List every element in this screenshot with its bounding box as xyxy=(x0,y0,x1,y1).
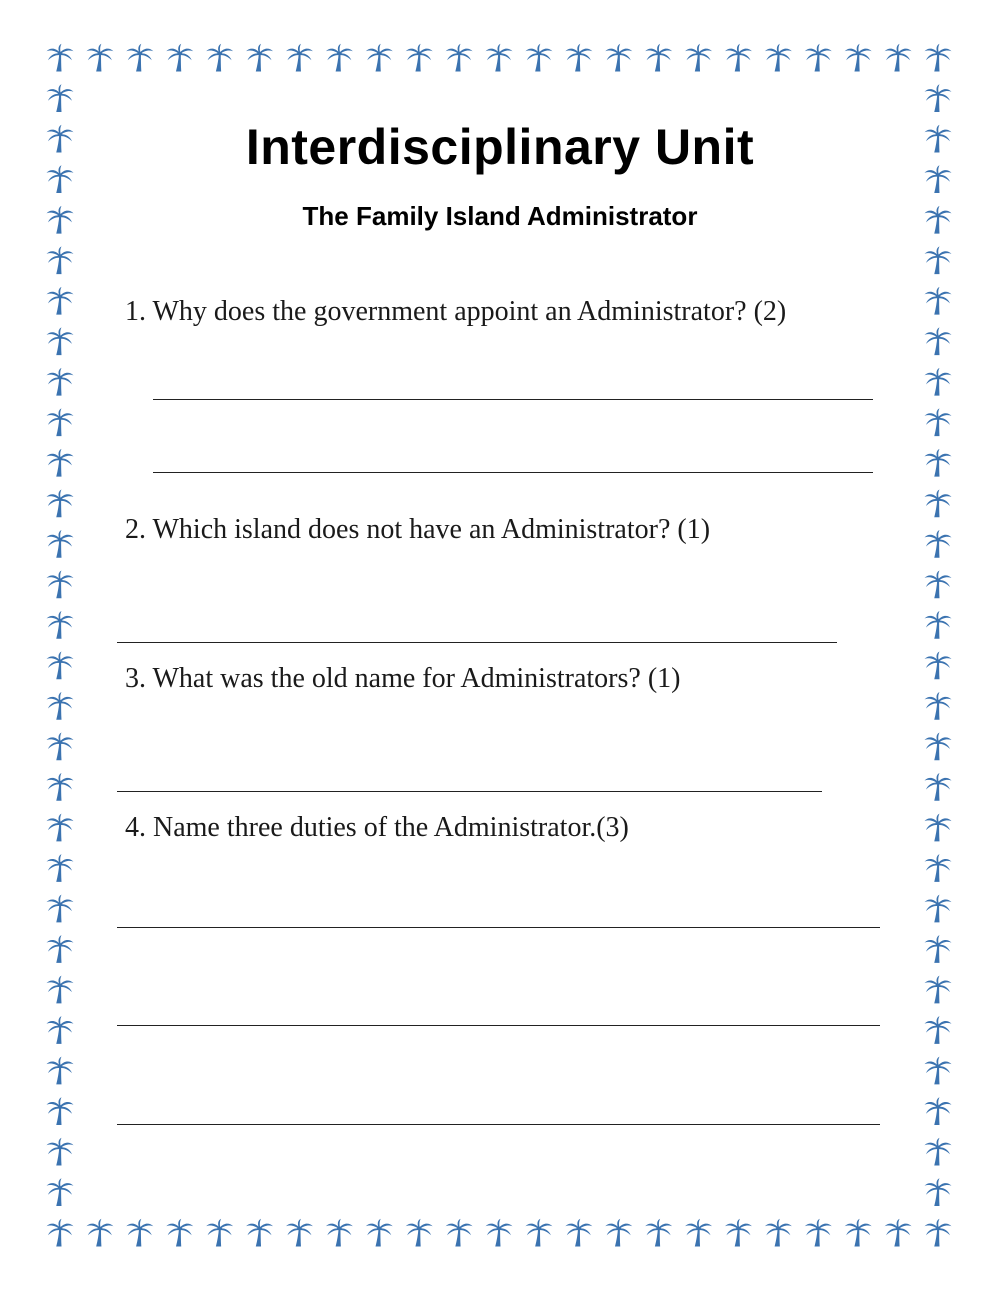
palm-tree-icon xyxy=(685,1219,712,1247)
palm-tree-icon xyxy=(47,1057,74,1085)
palm-tree-icon xyxy=(86,44,113,72)
palm-tree-icon xyxy=(406,44,433,72)
palm-tree-icon xyxy=(925,733,952,761)
palm-tree-icon xyxy=(126,1219,153,1247)
palm-tree-icon xyxy=(605,44,632,72)
palm-tree-icon xyxy=(47,692,74,720)
palm-tree-icon xyxy=(525,44,552,72)
answer-line-q1-b[interactable] xyxy=(153,472,873,473)
palm-tree-icon xyxy=(925,44,952,72)
palm-tree-icon xyxy=(47,246,74,274)
palm-tree-icon xyxy=(166,1219,193,1247)
palm-tree-icon xyxy=(47,611,74,639)
palm-tree-icon xyxy=(47,44,74,72)
palm-tree-icon xyxy=(925,652,952,680)
palm-tree-icon xyxy=(47,408,74,436)
palm-tree-icon xyxy=(925,935,952,963)
palm-tree-icon xyxy=(925,408,952,436)
palm-tree-icon xyxy=(126,44,153,72)
palm-tree-icon xyxy=(47,84,74,112)
palm-tree-icon xyxy=(925,1057,952,1085)
palm-tree-icon xyxy=(925,1016,952,1044)
palm-tree-icon xyxy=(47,895,74,923)
palm-tree-icon xyxy=(565,44,592,72)
palm-tree-icon xyxy=(166,44,193,72)
palm-tree-icon xyxy=(47,449,74,477)
palm-tree-icon xyxy=(645,44,672,72)
palm-tree-icon xyxy=(406,1219,433,1247)
palm-tree-icon xyxy=(47,1097,74,1125)
palm-tree-icon xyxy=(925,611,952,639)
palm-tree-icon xyxy=(47,773,74,801)
palm-tree-icon xyxy=(366,44,393,72)
palm-tree-icon xyxy=(47,1138,74,1166)
palm-tree-icon xyxy=(605,1219,632,1247)
answer-line-q4-b[interactable] xyxy=(117,1025,880,1026)
palm-tree-icon xyxy=(47,570,74,598)
palm-tree-icon xyxy=(366,1219,393,1247)
palm-tree-icon xyxy=(925,368,952,396)
palm-tree-icon xyxy=(47,489,74,517)
palm-tree-icon xyxy=(845,44,872,72)
palm-tree-icon xyxy=(725,1219,752,1247)
page-title: Interdisciplinary Unit xyxy=(245,119,755,175)
question-2: 2. Which island does not have an Administrator? (1) xyxy=(125,514,711,545)
palm-tree-icon xyxy=(885,44,912,72)
palm-tree-icon xyxy=(925,895,952,923)
question-1: 1. Why does the government appoint an Administrator? (2) xyxy=(125,296,787,327)
palm-tree-icon xyxy=(446,1219,473,1247)
palm-tree-icon xyxy=(925,1219,952,1247)
palm-tree-icon xyxy=(925,84,952,112)
palm-tree-icon xyxy=(925,1097,952,1125)
palm-tree-icon xyxy=(925,854,952,882)
palm-tree-icon xyxy=(246,44,273,72)
palm-tree-icon xyxy=(47,814,74,842)
palm-tree-icon xyxy=(286,1219,313,1247)
palm-tree-icon xyxy=(925,530,952,558)
palm-tree-icon xyxy=(486,1219,513,1247)
palm-tree-icon xyxy=(47,976,74,1004)
question-4: 4. Name three duties of the Administrator.(3) xyxy=(125,812,629,843)
palm-tree-icon xyxy=(47,1016,74,1044)
palm-tree-icon xyxy=(446,44,473,72)
answer-line-q2[interactable] xyxy=(117,642,837,643)
palm-tree-icon xyxy=(86,1219,113,1247)
palm-tree-icon xyxy=(246,1219,273,1247)
palm-tree-icon xyxy=(486,44,513,72)
palm-tree-icon xyxy=(206,44,233,72)
answer-line-q4-a[interactable] xyxy=(117,927,880,928)
palm-tree-icon xyxy=(47,1219,74,1247)
palm-tree-icon xyxy=(326,1219,353,1247)
palm-tree-icon xyxy=(47,368,74,396)
palm-tree-icon xyxy=(47,935,74,963)
palm-tree-icon xyxy=(685,44,712,72)
answer-line-q4-c[interactable] xyxy=(117,1124,880,1125)
palm-tree-icon xyxy=(925,327,952,355)
palm-tree-icon xyxy=(925,489,952,517)
palm-tree-icon xyxy=(805,1219,832,1247)
palm-tree-icon xyxy=(925,570,952,598)
question-3: 3. What was the old name for Administrators? (1) xyxy=(125,663,681,694)
palm-tree-icon xyxy=(47,530,74,558)
palm-tree-icon xyxy=(565,1219,592,1247)
palm-tree-icon xyxy=(645,1219,672,1247)
palm-tree-icon xyxy=(845,1219,872,1247)
palm-tree-icon xyxy=(925,1178,952,1206)
palm-tree-icon xyxy=(47,854,74,882)
palm-tree-icon xyxy=(286,44,313,72)
palm-tree-icon xyxy=(885,1219,912,1247)
palm-tree-icon xyxy=(47,733,74,761)
palm-tree-icon xyxy=(925,773,952,801)
palm-tree-icon xyxy=(47,652,74,680)
palm-tree-icon xyxy=(925,1138,952,1166)
palm-tree-icon xyxy=(326,44,353,72)
palm-tree-icon xyxy=(805,44,832,72)
palm-tree-icon xyxy=(925,976,952,1004)
palm-tree-icon xyxy=(925,814,952,842)
page-subtitle: The Family Island Administrator xyxy=(302,201,698,231)
palm-tree-icon xyxy=(925,449,952,477)
palm-tree-icon xyxy=(206,1219,233,1247)
palm-tree-icon xyxy=(725,44,752,72)
palm-tree-icon xyxy=(47,1178,74,1206)
palm-tree-icon xyxy=(765,44,792,72)
palm-tree-icon xyxy=(925,246,952,274)
palm-tree-icon xyxy=(925,692,952,720)
palm-tree-icon xyxy=(525,1219,552,1247)
palm-tree-icon xyxy=(925,287,952,315)
palm-tree-icon xyxy=(765,1219,792,1247)
answer-line-q3[interactable] xyxy=(117,791,822,792)
palm-tree-icon xyxy=(47,327,74,355)
palm-tree-icon xyxy=(47,287,74,315)
answer-line-q1-a[interactable] xyxy=(153,399,873,400)
